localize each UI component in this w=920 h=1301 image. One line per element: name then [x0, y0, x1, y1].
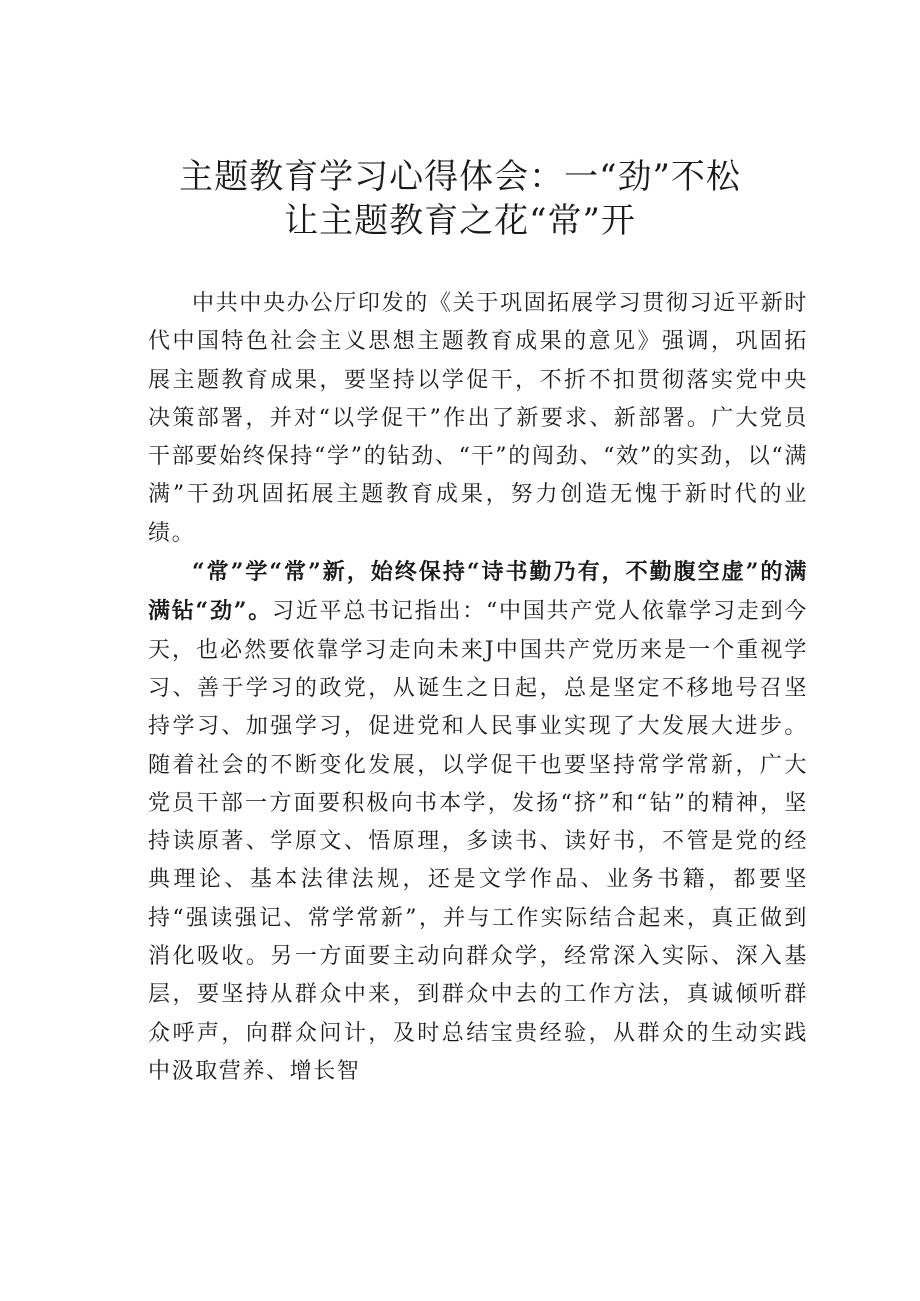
section-1-body: 习近平总书记指出：“中国共产党人依靠学习走到今天，也必然要依靠学习走向未来J中国共产党历来是一个重视学习、善于学习的政党，从诞生之日起，总是坚定不移地号召坚持学习、加强学习，促进党和人民事业实现了大发展大进步。随着社会的不断变化发展，以学促干也要坚持常学常新，广大党员干部一方面要积极向书本学，发扬“挤”和“钻”的精神，坚持读原著、学原文、悟原理，多读书、读好书，不管是党的经典理论、基本法律法规，还是文学作品、业务书籍，都要坚持“强读强记、常学常新”，并与工作实际结合起来，真正做到消化吸收。另一方面要主动向群众学，经常深入实际、深入基层，要坚持从群众中来，到群众中去的工作方法，真诚倾听群众呼声，向群众问计，及时总结宝贵经验，从群众的生动实践中汲取营养、增长智	[148, 599, 808, 1084]
document-title-line-1: 主题教育学习心得体会：一“劲”不松	[179, 157, 741, 197]
document-title-line-2: 让主题教育之花“常”开	[284, 201, 636, 241]
document-body	[148, 285, 808, 1091]
paragraph-intro: 中共中央办公厅印发的《关于巩固拓展学习贯彻习近平新时代中国特色社会主义思想主题教育成果的意见》强调，巩固拓展主题教育成果，要坚持以学促干，不折不扣贯彻落实党中央决策部署，并对“以学促干”作出了新要求、新部署。广大党员干部要始终保持“学”的钻劲、“干”的闯劲、“效”的实劲，以“满满”干劲巩固拓展主题教育成果，努力创造无愧于新时代的业绩。	[148, 291, 808, 546]
paragraph-section-1	[148, 553, 808, 1091]
section-1-heading: “常”学“常”新，始终保持“诗书勤乃有，不勤腹空虚”的满满钻“劲”。	[148, 559, 808, 625]
